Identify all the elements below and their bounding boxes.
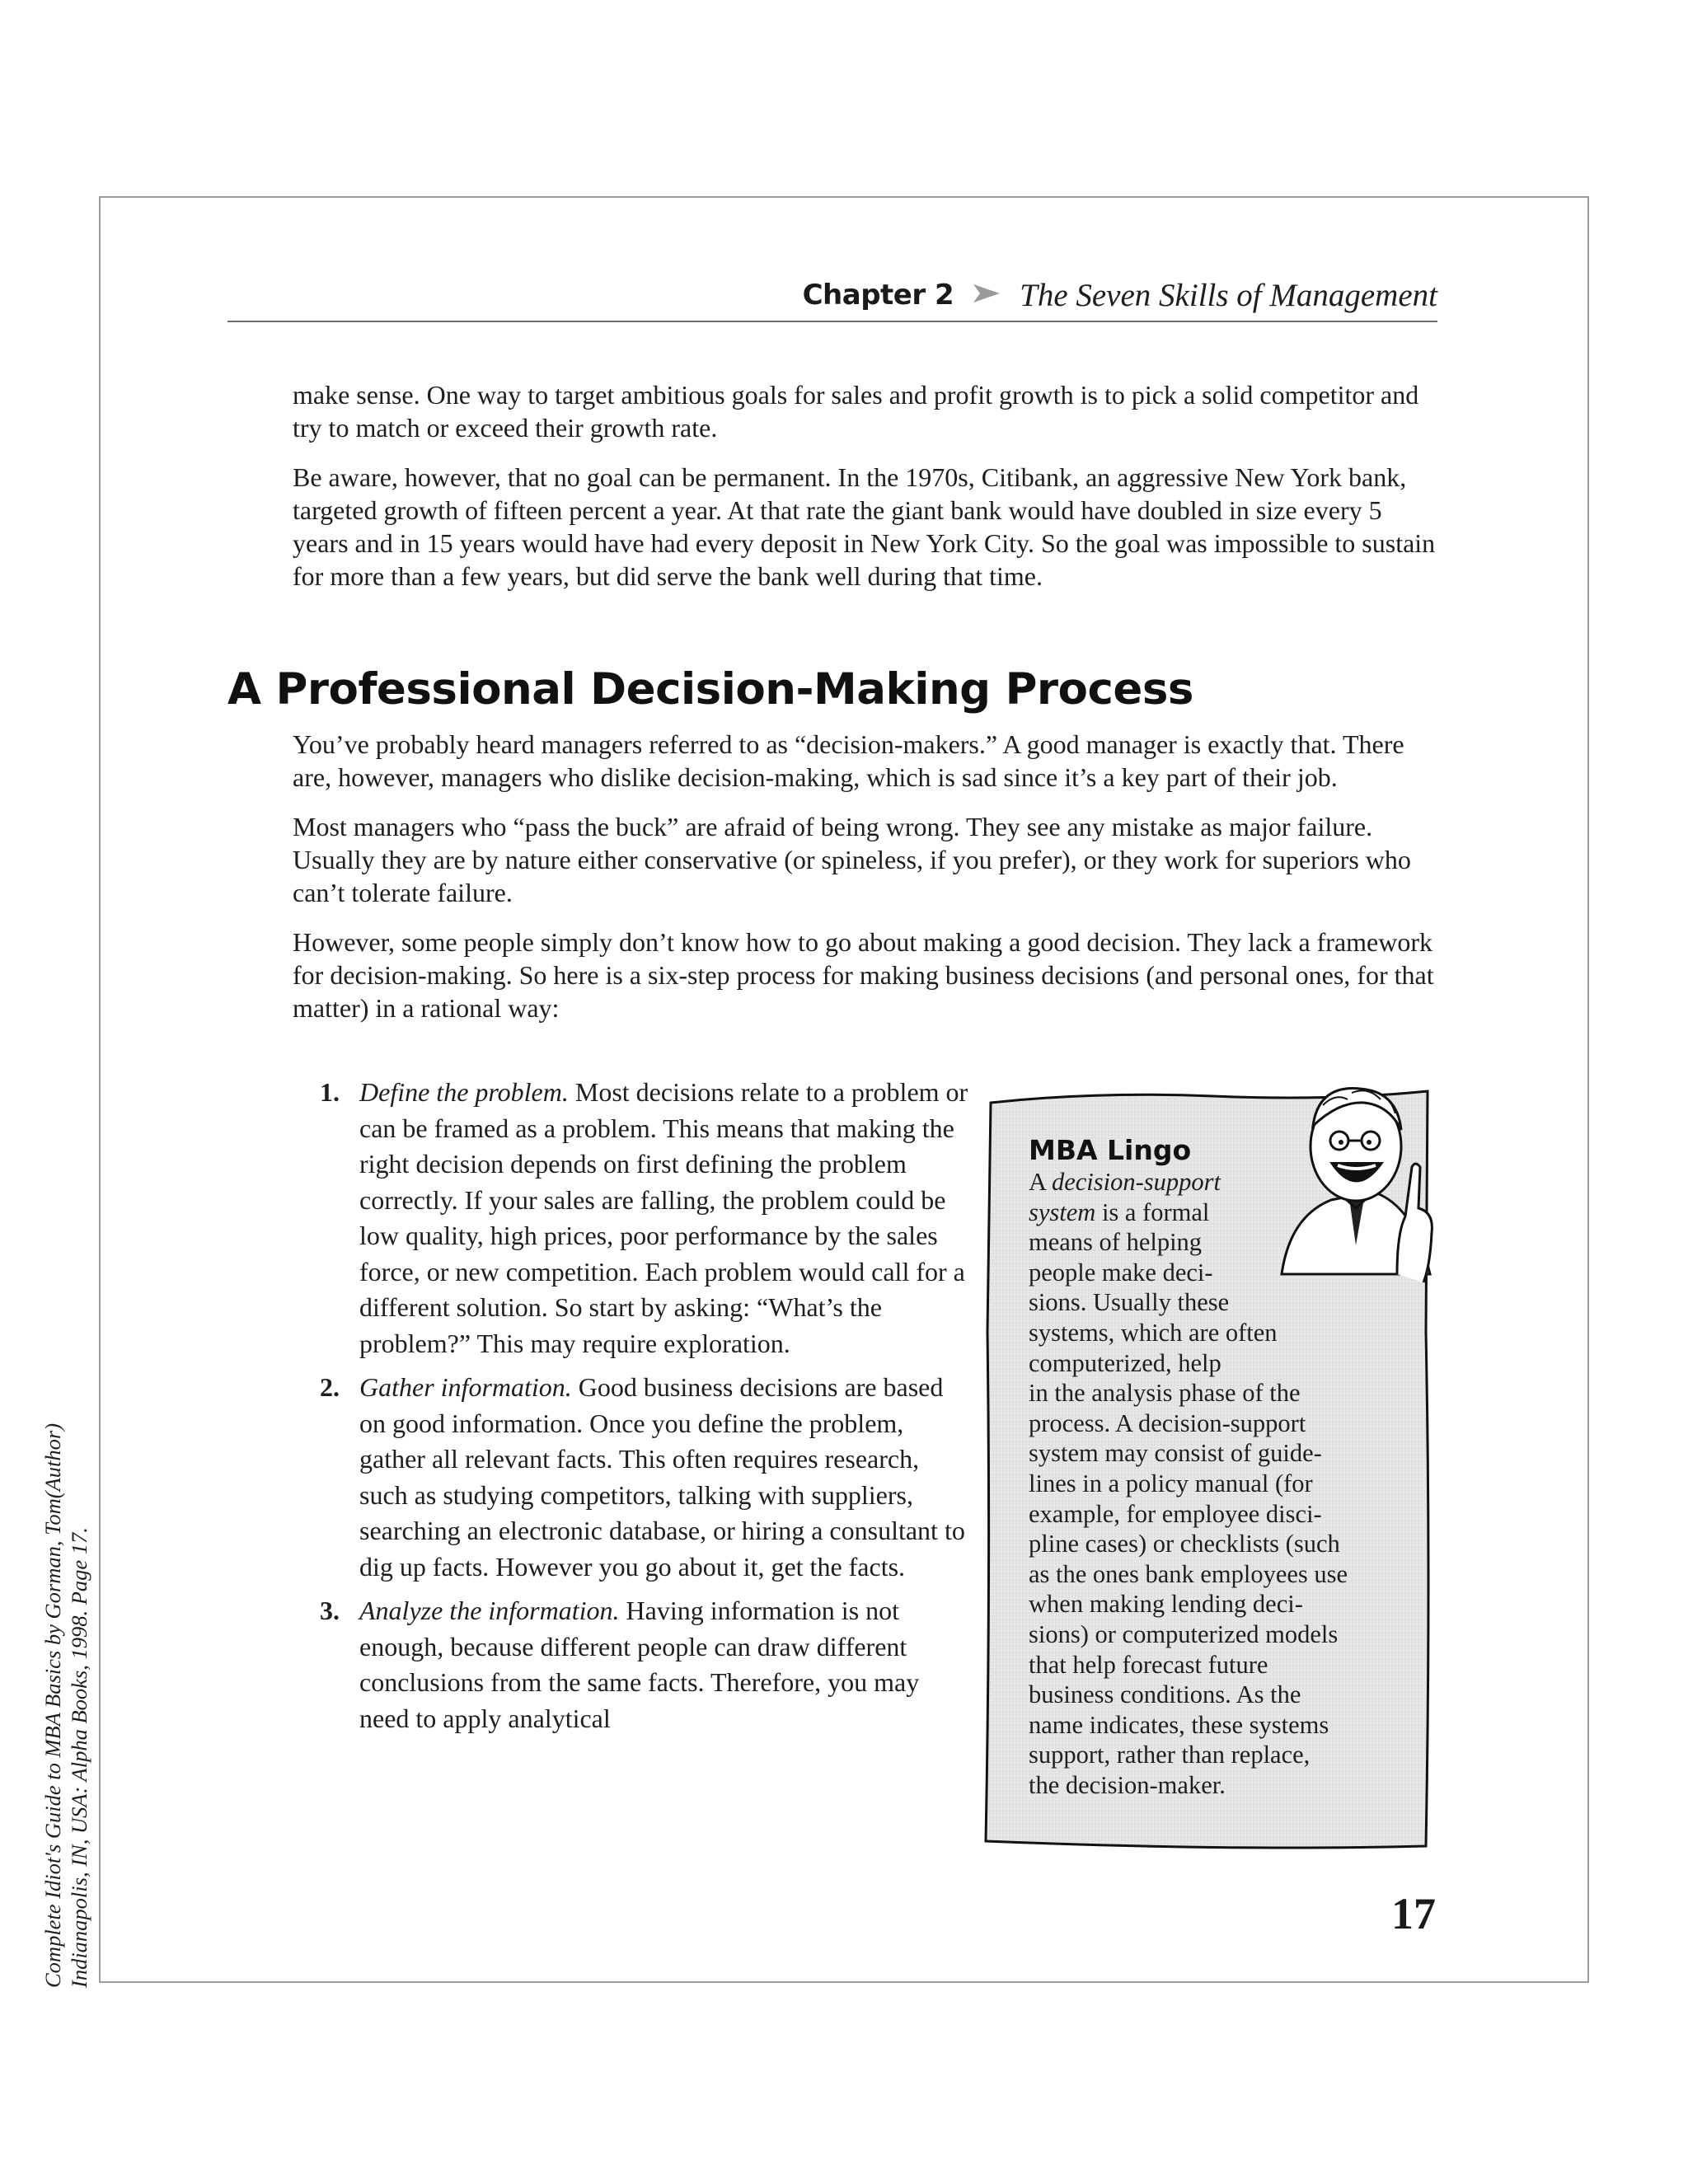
step-number: 3. <box>320 1596 340 1625</box>
list-item <box>320 1593 971 1736</box>
sidebar-line: sions. Usually these <box>1029 1288 1230 1317</box>
list-item <box>320 1075 971 1361</box>
sidebar-line: in the analysis phase of the <box>1029 1379 1301 1408</box>
sidebar-line: sions) or computerized models <box>1029 1619 1339 1648</box>
sidebar-line: computerized, help <box>1029 1348 1221 1377</box>
sidebar-title: MBA Lingo <box>1029 1134 1192 1166</box>
step-number: 1. <box>320 1077 340 1107</box>
sidebar-line: means of helping <box>1029 1228 1203 1257</box>
section-heading: A Professional Decision-Making Process <box>227 664 1193 715</box>
arrow-right-icon <box>972 283 1001 308</box>
sidebar-line: systems, which are often <box>1029 1318 1278 1347</box>
section-text <box>293 728 1442 1041</box>
credit-line: Complete Idiot's Guide to MBA Basics by Gorman, Tom(Author) <box>40 1422 65 1988</box>
sidebar-line: the decision-maker. <box>1029 1770 1226 1799</box>
sidebar-line: A decision-support <box>1029 1168 1221 1196</box>
sidebar-line: example, for employee disci- <box>1029 1499 1322 1528</box>
step-lead: Analyze the information. <box>359 1596 620 1625</box>
credit-line: Indianapolis, IN, USA: Alpha Books, 1998. Page 17. <box>67 1527 91 1988</box>
sidebar-line: name indicates, these systems <box>1029 1710 1329 1739</box>
page-number: 17 <box>1391 1889 1436 1938</box>
sidebar-line: lines in a policy manual (for <box>1029 1469 1313 1497</box>
paragraph: Be aware, however, that no goal can be permanent. In the 1970s, Citibank, an aggressive New York bank, targeted growth of fifteen percent a year. At that rate the giant bank would have doubled in size every 5 years and in 15 years would have had every deposit in New York City. So the goal was impossible to sustain for more than a few years, but did serve the bank well during that time. <box>293 462 1436 591</box>
sidebar-line: business conditions. As the <box>1029 1680 1301 1709</box>
step-text: Good business decisions are based on good information. Once you define the problem, gather all relevant facts. This often requires research, such as studying competitors, talking with suppliers, searching an electronic database, or hiring a consultant to dig up facts. However you go about it, get the facts. <box>359 1372 965 1582</box>
steps-list <box>320 1075 971 1745</box>
paragraph: However, some people simply don’t know how to go about making a good decision. They lack a framework for decision-making. So here is a six-step process for making business decisions (and personal ones, for that matter) in a rational way: <box>293 927 1434 1023</box>
intro-text <box>293 378 1442 609</box>
paragraph: make sense. One way to target ambitious goals for sales and profit growth is to pick a solid competitor and try to match or exceed their growth rate. <box>293 380 1419 443</box>
step-number: 2. <box>320 1372 340 1402</box>
sidebar-line: system may consist of guide- <box>1029 1439 1322 1468</box>
running-head <box>227 270 1437 320</box>
step-lead: Gather information. <box>359 1372 572 1402</box>
sidebar-line: that help forecast future <box>1029 1650 1268 1679</box>
sidebar-line: when making lending deci- <box>1029 1590 1303 1619</box>
list-item <box>320 1370 971 1585</box>
step-lead: Define the problem. <box>359 1077 569 1107</box>
paragraph: You’ve probably heard managers referred to as “decision-makers.” A good manager is exactly that. There are, however, managers who dislike decision-making, which is sad since it’s a key part of their job. <box>293 729 1404 792</box>
cartoon-professor-icon <box>1273 1068 1438 1291</box>
step-text: Most decisions relate to a problem or can be framed as a problem. This means that making the right decision depends on first defining the problem correctly. If your sales are falling, the problem could be low quality, high prices, poor performance by the sales force, or new competition. Each problem would call for a different solution. So start by asking: “What’s the problem?” This may require exploration. <box>359 1077 968 1358</box>
header-rule <box>227 321 1437 322</box>
sidebar-line: process. A decision-support <box>1029 1408 1306 1437</box>
sidebar-line: system is a formal <box>1029 1197 1210 1226</box>
sidebar-line: people make deci- <box>1029 1258 1213 1286</box>
sidebar-line: support, rather than replace, <box>1029 1741 1311 1769</box>
sidebar-line: as the ones bank employees use <box>1029 1559 1348 1588</box>
paragraph: Most managers who “pass the buck” are afraid of being wrong. They see any mistake as major failure. Usually they are by nature either conservative (or spineless, if you prefer), or they work for superiors who can’t tolerate failure. <box>293 812 1411 907</box>
step-text: Having information is not enough, because different people can draw different conclusions from the same facts. Therefore, you may need to apply analytical <box>359 1596 920 1733</box>
chapter-title: The Seven Skills of Management <box>1020 277 1437 313</box>
sidebar-line: pline cases) or checklists (such <box>1029 1530 1340 1558</box>
side-credit <box>40 1378 97 1988</box>
chapter-label: Chapter 2 <box>802 279 954 312</box>
mba-lingo-sidebar <box>982 1085 1437 1851</box>
